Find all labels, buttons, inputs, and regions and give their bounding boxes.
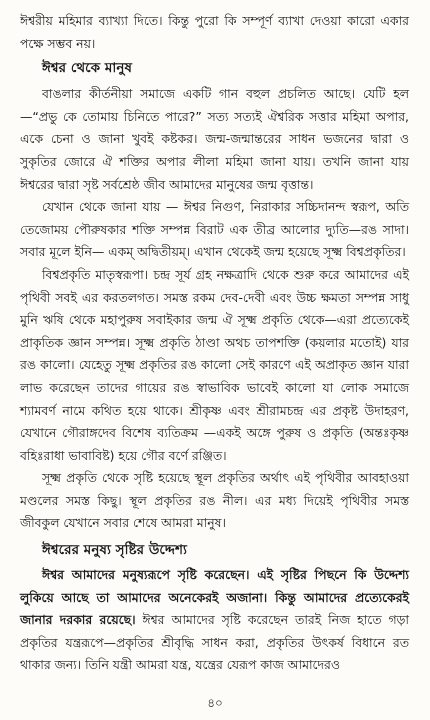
purpose-normal-text: ঈশ্বর আমাদের সৃষ্টি করেছেন তারই নিজ হাতে গড়া প্রকৃতির যন্ত্ররূপে—প্রকৃতির শ্রীবৃদ্ধি সাধন করা, প্রকৃতির উৎকর্ষ বিধানে রত থাকার জন্য। তিনি যন্ত্রী আমরা যন্ত্র, যন্ত্রের যেরূপ কাজ আমাদেরও [20,612,409,673]
page-number: ৪০ [207,696,223,710]
purpose-paragraph [20,564,409,677]
section-heading-purpose: ঈশ্বরের মনুষ্য সৃষ্টির উদ্দেশ্য [42,542,187,559]
body-paragraph-3: বিশ্বপ্রকৃতি মাতৃস্বরূপা। চন্দ্র সূর্য গ্রহ নক্ষত্রাদি থেকে শুরু করে আমাদের এই পৃথিবী সবই এর করতলগত। সমস্ত রকম দেব-দেবী এবং উচ্চ ক্ষমতা সম্পন্ন সাধু মুনি ঋষি থেকে মহাপুরুষ সবাইকার জন্ম ঐ সূক্ষ্ম প্রকৃতি থেকে—এরা প্রত্যেকেই প্রাকৃতিক জ্ঞান সম্পন্ন। সূক্ষ্ম প্রকৃতি ঠাণ্ডা অথচ তাপশক্তি (কয়লার মতোই) যার রঙ কালো। যেহেতু সূক্ষ্ম প্রকৃতির রঙ কালো সেই কারণে এই অপ্রাকৃত জ্ঞান যারা লাভ করেছেন তাদের গায়ের রঙ স্বাভাবিক ভাবেই কালো যা লোক সমাজে শ্যামবর্ণ নামে কথিত হয়ে থাকে। শ্রীকৃষ্ণ এবং শ্রীরামচন্দ্র এর প্রকৃষ্ট উদাহরণ, যেখানে গৌরাঙ্গদেব বিশেষ ব্যতিক্রম —একই অঙ্গে পুরুষ ও প্রকৃতি (অন্তঃকৃষ্ণ বহিঃরাধা ভাবাবিষ্ট) হয়ে গৌর বর্ণে রঞ্জিত। [20,266,409,463]
body-paragraph-4: সূক্ষ্ম প্রকৃতি থেকে সৃষ্টি হয়েছে স্থূল প্রকৃতির অর্থাৎ এই পৃথিবীর আবহাওয়া মণ্ডলের সমস্ত কিছু। স্থূল প্রকৃতির রঙ নীল। এর মধ্য দিয়েই পৃথিবীর সমস্ত জীবকুল যেখানে সবার শেষে আমরা মানুষ। [20,470,409,531]
purpose-bold-text: ঈশ্বর আমাদের মনুষ্যরূপে সৃষ্টি করেছেন। এই সৃষ্টির পিছনে কি উদ্দেশ্য লুকিয়ে আছে তা আমাদের অনেকেরই অজানা। কিন্তু আমাদের প্রত্যেকেরই জানার দরকার রয়েছে। [20,567,409,628]
intro-paragraph: ঈশ্বরীয় মহিমার ব্যাখ্যা দিতে। কিন্তু পুরো কি সম্পূর্ণ ব্যাখা দেওয়া কারো একার পক্ষে সম্ভব নয়। [20,13,409,51]
section-heading-god-to-man: ঈশ্বর থেকে মানুষ [42,60,132,77]
body-paragraph-1: বাঙলার কীর্তনীয়া সমাজে একটি গান বহুল প্রচলিত আছে। যেটি হল—“প্রভু কে তোমায় চিনিতে পারে?” সত্য সত্যই ঐশ্বরিক সত্তার মহিমা অপার, একে চেনা ও জানা খুবই কষ্টকর। জন্ম-জন্মান্তরের সাধন ভজনের দ্বারা ও সুকৃতির জোরে ঐ শক্তির অপার লীলা মহিমা জানা যায়। তখনি জানা যায় ঈশ্বরের দ্বারা সৃষ্ট সর্বশ্রেষ্ঠ জীব আমাদের মানুষের জন্ম বৃত্তান্ত। [20,86,409,192]
body-paragraph-2: যেখান থেকে জানা যায় — ঈশ্বর নিগুণ, নিরাকার সচ্চিদানন্দ স্বরূপ, অতি তেজোময় পৌরুষকার শক্তি সম্পন্ন বিরাট এক তীব্র আলোর দ্যুতি—রঙ সাদা। সবার মূলে ইনি— একম্ অদ্বিতীয়ম্। এখান থেকেই জন্ম হয়েছে সূক্ষ্ম বিশ্বপ্রকৃতির। [20,199,409,260]
